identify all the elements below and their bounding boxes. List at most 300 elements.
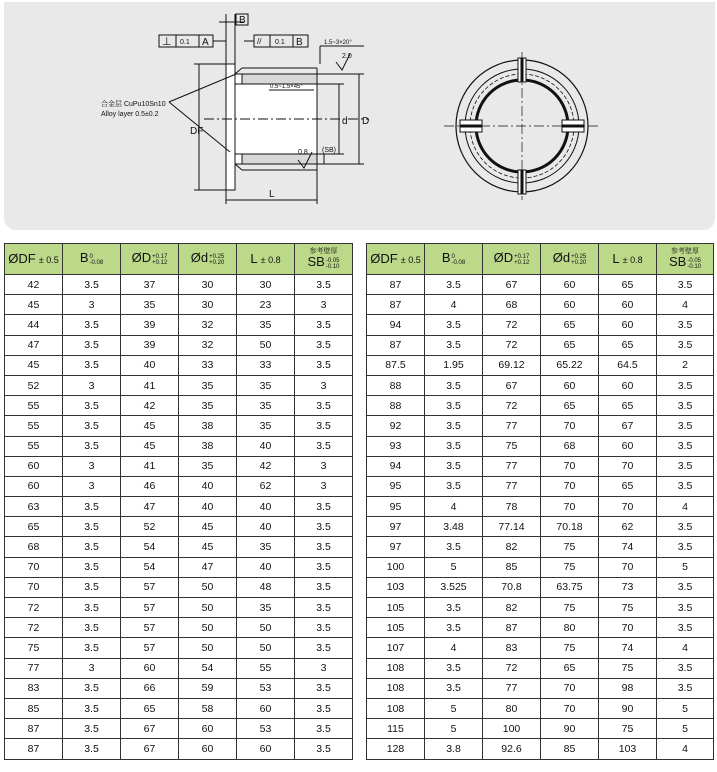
table-cell: 60: [599, 315, 657, 335]
column-symbol: L: [250, 250, 258, 266]
table-cell: 50: [179, 618, 237, 638]
column-header-3: [179, 244, 237, 275]
table-cell: 4: [425, 497, 483, 517]
table-cell: 75: [541, 598, 599, 618]
table-cell: 87: [483, 618, 541, 638]
table-cell: 3: [295, 375, 353, 395]
table-cell: 5: [425, 719, 483, 739]
table-cell: 70: [599, 456, 657, 476]
table-cell: 4: [657, 497, 714, 517]
table-cell: 65: [121, 698, 179, 718]
table-cell: 3.5: [295, 355, 353, 375]
parallel-symbol: //: [257, 37, 262, 46]
table-cell: 3.5: [657, 436, 714, 456]
table-cell: 103: [367, 577, 425, 597]
table-row: [5, 396, 353, 416]
table-cell: 77.14: [483, 517, 541, 537]
table-cell: 70: [541, 456, 599, 476]
table-cell: 108: [367, 678, 425, 698]
table-row: [5, 416, 353, 436]
table-cell: 94: [367, 456, 425, 476]
table-cell: 3.5: [63, 396, 121, 416]
table-cell: 45: [179, 517, 237, 537]
column-header-0: [367, 244, 425, 275]
table-row: [367, 436, 714, 456]
table-cell: 65: [599, 476, 657, 496]
table-cell: 3.5: [657, 375, 714, 395]
table-cell: 3.5: [657, 678, 714, 698]
table-row: [367, 537, 714, 557]
table-cell: 60: [5, 476, 63, 496]
table-cell: 3.5: [657, 598, 714, 618]
table-cell: 3.5: [425, 315, 483, 335]
table-row: [367, 577, 714, 597]
tolerance-lower: -0.10: [687, 263, 702, 270]
table-cell: 3: [295, 658, 353, 678]
table-cell: 3.5: [425, 678, 483, 698]
table-row: [5, 355, 353, 375]
table-cell: 75: [599, 658, 657, 678]
table-cell: 35: [179, 456, 237, 476]
table-cell: 92.6: [483, 739, 541, 759]
table-cell: 85: [541, 739, 599, 759]
table-cell: 90: [541, 719, 599, 739]
table-row: [367, 557, 714, 577]
table-cell: 65: [541, 658, 599, 678]
table-cell: 40: [179, 476, 237, 496]
table-cell: 45: [179, 537, 237, 557]
table-cell: 50: [179, 577, 237, 597]
table-cell: 42: [5, 275, 63, 295]
table-cell: 3: [295, 476, 353, 496]
tolerance-lower: -0.08: [89, 259, 104, 266]
table-cell: 3.5: [657, 315, 714, 335]
perp-tolerance: 0.1: [180, 39, 190, 46]
table-row: [5, 295, 353, 315]
table-row: [5, 375, 353, 395]
column-tolerance: ± 0.5: [400, 254, 421, 265]
table-cell: 40: [237, 436, 295, 456]
table-cell: 30: [237, 275, 295, 295]
table-cell: 60: [179, 739, 237, 759]
table-cell: 75: [483, 436, 541, 456]
tolerance-lower: +0.20: [571, 259, 587, 266]
table-cell: 41: [121, 375, 179, 395]
technical-drawing: [4, 2, 715, 230]
column-header-2: [483, 244, 541, 275]
roughness-mid: 0.8: [298, 149, 308, 156]
table-cell: 69.12: [483, 355, 541, 375]
table-cell: 60: [5, 456, 63, 476]
chamfer-outer: 1.5~3×20°: [324, 40, 352, 46]
table-cell: 2: [657, 355, 714, 375]
table-cell: 3.5: [657, 396, 714, 416]
sb-label: (SB): [322, 147, 336, 154]
table-cell: 72: [5, 618, 63, 638]
column-symbol: Ød: [552, 250, 571, 266]
table-cell: 66: [121, 678, 179, 698]
table-cell: 83: [5, 678, 63, 698]
table-cell: 62: [237, 476, 295, 496]
table-cell: 1.95: [425, 355, 483, 375]
table-cell: 5: [657, 557, 714, 577]
table-cell: 55: [5, 436, 63, 456]
table-cell: 40: [237, 497, 295, 517]
table-cell: 55: [5, 396, 63, 416]
table-cell: 70.18: [541, 517, 599, 537]
table-cell: 3.5: [63, 577, 121, 597]
tolerance-lower: +0.20: [209, 259, 225, 266]
table-cell: 3.5: [295, 335, 353, 355]
table-cell: 75: [5, 638, 63, 658]
table-cell: 60: [541, 375, 599, 395]
table-cell: 3.5: [63, 315, 121, 335]
table-cell: 33: [179, 355, 237, 375]
tolerance-upper: 0: [451, 253, 455, 260]
column-header-0: [5, 244, 63, 275]
chamfer-inner: 0.5~1.5×45°: [270, 84, 303, 90]
table-row: [5, 315, 353, 335]
alloy-layer-en: Alloy layer 0.5±0.2: [101, 111, 159, 118]
table-cell: 3.5: [295, 396, 353, 416]
table-row: [367, 416, 714, 436]
table-cell: 72: [483, 335, 541, 355]
table-row: [367, 658, 714, 678]
column-tolerance: [209, 254, 224, 266]
table-cell: 3: [63, 456, 121, 476]
table-cell: 3.5: [295, 275, 353, 295]
table-cell: 3.5: [295, 537, 353, 557]
table-row: [5, 739, 353, 759]
table-cell: 50: [237, 618, 295, 638]
table-row: [5, 456, 353, 476]
table-cell: 3.5: [63, 618, 121, 638]
table-row: [5, 598, 353, 618]
outer-d-label: D: [362, 116, 370, 127]
table-row: [367, 739, 714, 759]
table-cell: 42: [121, 396, 179, 416]
tolerance-lower: +0.12: [514, 259, 530, 266]
table-cell: 70: [541, 416, 599, 436]
table-cell: 60: [179, 719, 237, 739]
table-cell: 46: [121, 476, 179, 496]
table-cell: 3.5: [63, 436, 121, 456]
table-cell: 82: [483, 598, 541, 618]
table-header-row: [5, 244, 353, 275]
tolerance-lower: -0.08: [451, 259, 466, 266]
tolerance-upper: +0.17: [152, 253, 168, 260]
table-cell: 52: [121, 517, 179, 537]
table-cell: 94: [367, 315, 425, 335]
table-cell: 3.5: [63, 537, 121, 557]
table-cell: 47: [179, 557, 237, 577]
table-cell: 40: [237, 517, 295, 537]
table-cell: 39: [121, 315, 179, 335]
table-cell: 33: [237, 355, 295, 375]
table-cell: 65: [599, 335, 657, 355]
table-cell: 77: [483, 416, 541, 436]
table-cell: 37: [121, 275, 179, 295]
table-cell: 41: [121, 456, 179, 476]
table-cell: 92: [367, 416, 425, 436]
table-cell: 3.5: [657, 335, 714, 355]
table-cell: 62: [599, 517, 657, 537]
table-cell: 65: [599, 275, 657, 295]
table-cell: 5: [657, 698, 714, 718]
table-row: [5, 335, 353, 355]
column-header-4: [599, 244, 657, 275]
table-cell: 55: [237, 658, 295, 678]
table-cell: 53: [237, 719, 295, 739]
table-cell: 3.5: [425, 436, 483, 456]
table-cell: 32: [179, 335, 237, 355]
table-cell: 48: [237, 577, 295, 597]
table-cell: 80: [483, 698, 541, 718]
table-cell: 35: [237, 537, 295, 557]
table-cell: 72: [483, 658, 541, 678]
table-row: [367, 698, 714, 718]
table-cell: 42: [237, 456, 295, 476]
column-symbol: SB: [668, 254, 687, 270]
table-cell: 3.5: [63, 698, 121, 718]
table-cell: 60: [121, 658, 179, 678]
table-cell: 35: [237, 416, 295, 436]
table-cell: 65.22: [541, 355, 599, 375]
column-symbol: SB: [307, 254, 325, 270]
table-cell: 3.5: [657, 517, 714, 537]
table-cell: 70: [599, 497, 657, 517]
l-label: L: [269, 189, 275, 200]
table-cell: 74: [599, 537, 657, 557]
table-cell: 3.5: [425, 456, 483, 476]
table-cell: 50: [237, 638, 295, 658]
table-cell: 3.5: [295, 739, 353, 759]
table-cell: 75: [541, 557, 599, 577]
table-cell: 73: [599, 577, 657, 597]
table-cell: 75: [599, 598, 657, 618]
table-cell: 39: [121, 335, 179, 355]
table-cell: 3.5: [657, 658, 714, 678]
table-row: [5, 497, 353, 517]
table-cell: 87: [367, 295, 425, 315]
table-cell: 30: [179, 295, 237, 315]
size-table-left: [4, 243, 353, 760]
table-cell: 47: [5, 335, 63, 355]
column-symbol: Ød: [190, 250, 209, 266]
table-cell: 3: [63, 295, 121, 315]
table-cell: 108: [367, 658, 425, 678]
column-tolerance: ± 0.5: [38, 254, 59, 265]
table-cell: 3.5: [63, 739, 121, 759]
table-cell: 3.5: [295, 497, 353, 517]
table-cell: 3.5: [63, 335, 121, 355]
table-cell: 100: [483, 719, 541, 739]
table-cell: 68: [483, 295, 541, 315]
table-cell: 3.5: [425, 658, 483, 678]
table-cell: 3.5: [295, 436, 353, 456]
table-row: [367, 275, 714, 295]
column-tolerance: ± 0.8: [622, 254, 643, 265]
table-cell: 3.5: [295, 678, 353, 698]
table-row: [367, 295, 714, 315]
table-cell: 3.5: [425, 537, 483, 557]
column-symbol: B: [441, 250, 451, 266]
table-cell: 105: [367, 598, 425, 618]
column-symbol: ØD: [493, 250, 514, 266]
table-cell: 70: [599, 557, 657, 577]
column-header-1: [63, 244, 121, 275]
table-cell: 70: [541, 497, 599, 517]
table-cell: 3.48: [425, 517, 483, 537]
table-row: [367, 456, 714, 476]
table-cell: 35: [237, 315, 295, 335]
table-cell: 77: [483, 476, 541, 496]
size-table-right: [366, 243, 714, 760]
column-symbol: ØDF: [370, 250, 398, 266]
column-tolerance: [451, 254, 465, 266]
table-cell: 3.5: [63, 557, 121, 577]
column-tolerance: [326, 258, 340, 270]
table-cell: 3.5: [63, 416, 121, 436]
table-cell: 78: [483, 497, 541, 517]
table-cell: 3.5: [295, 598, 353, 618]
table-cell: 95: [367, 476, 425, 496]
table-cell: 68: [5, 537, 63, 557]
table-cell: 75: [599, 719, 657, 739]
perp-symbol: ⊥: [162, 36, 172, 48]
table-cell: 3.5: [657, 275, 714, 295]
table-cell: 4: [657, 638, 714, 658]
table-cell: 3: [295, 456, 353, 476]
table-cell: 50: [179, 598, 237, 618]
table-cell: 3.5: [63, 678, 121, 698]
table-cell: 95: [367, 497, 425, 517]
table-cell: 3.5: [425, 416, 483, 436]
table-row: [5, 557, 353, 577]
table-cell: 100: [367, 557, 425, 577]
table-cell: 85: [483, 557, 541, 577]
table-cell: 107: [367, 638, 425, 658]
table-cell: 32: [179, 315, 237, 335]
table-cell: 23: [237, 295, 295, 315]
table-cell: 44: [5, 315, 63, 335]
table-cell: 97: [367, 537, 425, 557]
table-row: [5, 577, 353, 597]
table-cell: 3.5: [657, 537, 714, 557]
roughness-top: 2.0: [342, 53, 352, 60]
table-cell: 3.5: [657, 618, 714, 638]
table-row: [5, 537, 353, 557]
datum-b-ref: B: [296, 37, 303, 48]
table-cell: 60: [599, 375, 657, 395]
table-cell: 35: [237, 598, 295, 618]
table-row: [5, 476, 353, 496]
table-cell: 3.5: [425, 598, 483, 618]
table-cell: 3.5: [63, 355, 121, 375]
table-cell: 5: [425, 557, 483, 577]
d-label: d: [342, 116, 348, 127]
table-cell: 70: [541, 698, 599, 718]
table-cell: 35: [179, 396, 237, 416]
table-row: [5, 618, 353, 638]
table-cell: 58: [179, 698, 237, 718]
table-row: [5, 436, 353, 456]
table-cell: 63: [5, 497, 63, 517]
column-note: 参考壁厚: [671, 248, 699, 256]
table-cell: 72: [483, 396, 541, 416]
table-cell: 57: [121, 618, 179, 638]
table-cell: 3.5: [425, 335, 483, 355]
table-cell: 98: [599, 678, 657, 698]
table-cell: 67: [121, 739, 179, 759]
table-cell: 35: [121, 295, 179, 315]
table-cell: 67: [599, 416, 657, 436]
table-cell: 3.5: [425, 375, 483, 395]
table-cell: 3: [295, 295, 353, 315]
table-cell: 5: [425, 698, 483, 718]
table-cell: 3.5: [295, 416, 353, 436]
alloy-layer-cn: 合金层 CuPu10Sn10: [101, 101, 166, 108]
table-cell: 82: [483, 537, 541, 557]
table-header-row: [367, 244, 714, 275]
table-row: [367, 497, 714, 517]
table-cell: 65: [541, 335, 599, 355]
table-cell: 3.5: [63, 275, 121, 295]
table-cell: 3.5: [295, 719, 353, 739]
table-cell: 72: [483, 315, 541, 335]
table-cell: 75: [541, 638, 599, 658]
table-cell: 108: [367, 698, 425, 718]
table-cell: 4: [425, 638, 483, 658]
table-cell: 68: [541, 436, 599, 456]
table-cell: 45: [121, 436, 179, 456]
table-cell: 35: [237, 375, 295, 395]
table-cell: 80: [541, 618, 599, 638]
tolerance-upper: -0.05: [687, 257, 702, 264]
column-tolerance: [687, 258, 701, 270]
table-cell: 30: [179, 275, 237, 295]
table-cell: 3.5: [63, 598, 121, 618]
column-tolerance: ± 0.8: [260, 254, 281, 265]
table-cell: 77: [483, 678, 541, 698]
table-cell: 35: [237, 396, 295, 416]
table-row: [367, 315, 714, 335]
table-cell: 77: [5, 658, 63, 678]
table-cell: 70: [599, 618, 657, 638]
table-cell: 3.5: [657, 416, 714, 436]
table-cell: 5: [657, 719, 714, 739]
column-header-5: [657, 244, 714, 275]
table-cell: 50: [237, 335, 295, 355]
table-cell: 70: [5, 577, 63, 597]
table-cell: 128: [367, 739, 425, 759]
table-cell: 74: [599, 638, 657, 658]
table-cell: 45: [5, 355, 63, 375]
column-tolerance: [152, 254, 167, 266]
table-cell: 67: [483, 275, 541, 295]
table-row: [367, 476, 714, 496]
tolerance-upper: +0.17: [514, 253, 530, 260]
table-cell: 3.5: [425, 476, 483, 496]
table-cell: 3.5: [657, 456, 714, 476]
datum-a: A: [202, 37, 209, 48]
table-cell: 40: [237, 557, 295, 577]
table-cell: 3.5: [63, 517, 121, 537]
table-row: [5, 275, 353, 295]
table-cell: 70: [5, 557, 63, 577]
table-cell: 65: [5, 517, 63, 537]
tolerance-upper: 0: [89, 253, 93, 260]
